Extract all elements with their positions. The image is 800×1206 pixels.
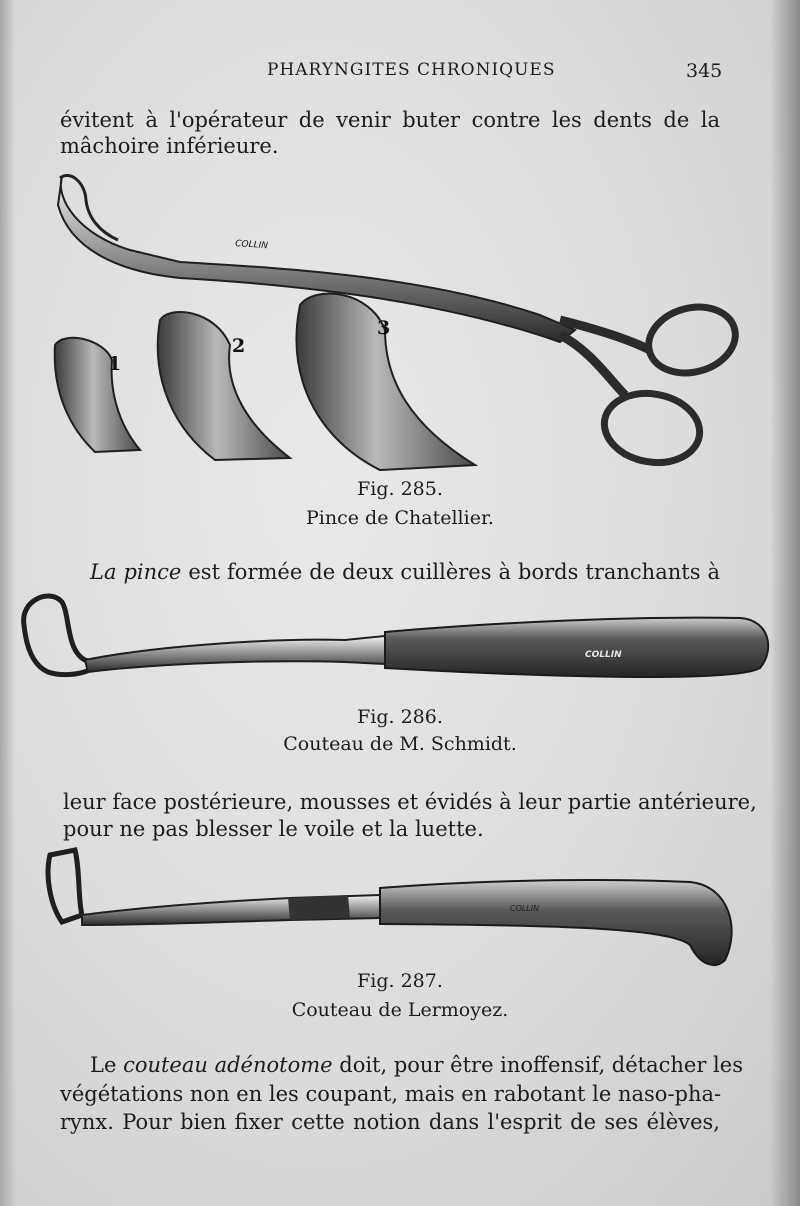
spoon-label-1: 1 xyxy=(108,353,122,375)
page-number: 345 xyxy=(686,60,723,82)
fig-286-number: Fig. 286. xyxy=(357,706,443,728)
paragraph-4-line-2: végétations non en les coupant, mais en rabotant le naso-pha- xyxy=(60,1082,722,1106)
forceps-engraving: COLLIN xyxy=(234,239,269,252)
paragraph-3-line-1: leur face postérieure, mousses et évidés à leur partie antérieure, xyxy=(63,790,757,814)
lermoyez-handle xyxy=(380,880,732,965)
paragraph-3-line-2: pour ne pas blesser le voile et la luette. xyxy=(63,817,484,841)
paragraph-2-rest: est formée de deux cuillères à bords tranchants à xyxy=(188,560,720,584)
pince-italic: La pince xyxy=(90,560,182,584)
lermoyez-grip xyxy=(288,895,350,920)
running-title: PHARYNGITES CHRONIQUES xyxy=(267,60,556,80)
fig-285-title: Pince de Chatellier. xyxy=(306,507,494,529)
lermoyez-engraving: COLLIN xyxy=(510,904,540,913)
lermoyez-loop xyxy=(48,850,82,922)
paragraph-1-line-2: mâchoire inférieure. xyxy=(60,134,279,158)
fig-285-number: Fig. 285. xyxy=(357,478,443,500)
fig-287-title: Couteau de Lermoyez. xyxy=(291,999,509,1021)
spoon-label-3: 3 xyxy=(377,317,391,339)
paragraph-4-start: Le xyxy=(90,1053,117,1077)
spoon-label-2: 2 xyxy=(232,335,246,357)
fig-287-number: Fig. 287. xyxy=(357,970,443,992)
paragraph-1-line-1: évitent à l'opérateur de venir buter contre les dents de la xyxy=(60,108,720,132)
schmidt-engraving: COLLIN xyxy=(585,650,622,660)
paragraph-4-line-1 xyxy=(90,1053,743,1077)
adenotome-italic: couteau adénotome xyxy=(123,1053,333,1077)
fig-286-title: Couteau de M. Schmidt. xyxy=(283,733,517,755)
paragraph-4-rest: doit, pour être inoffensif, détacher les xyxy=(339,1053,743,1077)
paragraph-4-line-3: rynx. Pour bien fixer cette notion dans l'esprit de ses élèves, xyxy=(60,1110,720,1134)
